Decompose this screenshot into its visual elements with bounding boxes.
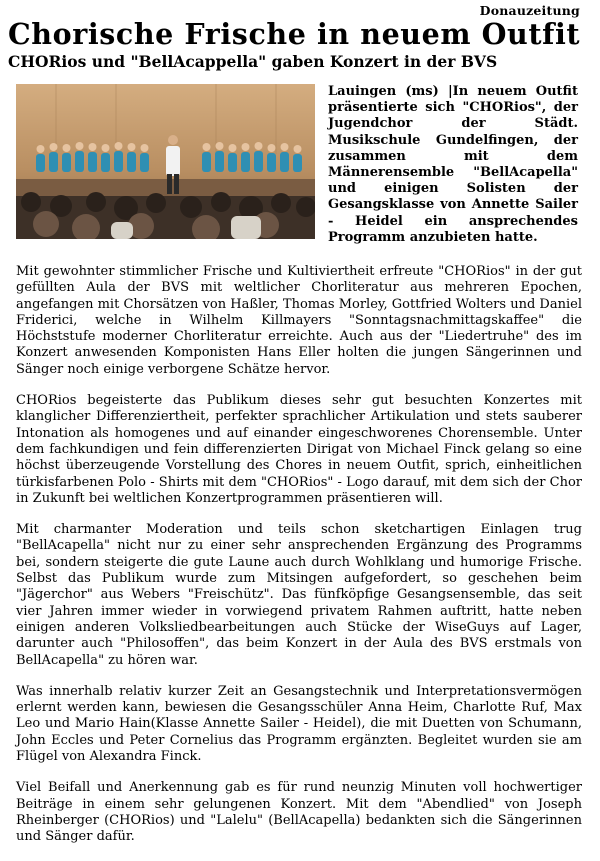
article-headline: Chorische Frische in neuem Outfit: [8, 17, 581, 51]
article-paragraph: CHORios begeisterte das Publikum dieses sehr gut besuchten Konzertes mit klanglicher Differenziertheit, perfekter sprachlicher Artikulation und stets sauberer Intonation als homogenes und auf einander eingeschworenes Chorensemble. Unter dem fachkundigen und fein differenzierten Dirigat von Michael Finck gelang so eine höchst überzeugende Vorstellung des Chores in neuem Outfit, sprich, einheitlichen türkisfarbenen Polo - Shirts mit dem "CHORios" - Logo darauf, mit dem sich der Chor in Zukunft bei weltlichen Konzertprogrammen präsentieren will.: [16, 393, 582, 506]
article-subheadline: CHORios und "BellAcappella" gaben Konzert in der BVS: [8, 52, 498, 71]
article-paragraph: Viel Beifall und Anerkennung gab es für rund neunzig Minuten voll hochwertiger Beiträge in einem sehr gelungenen Konzert. Mit dem "Abendlied" von Joseph Rheinberger (CHORios) und "Lalelu" (BellAcapella) bedankten sich die Sängerinnen und Sänger dafür.: [16, 780, 582, 845]
article-paragraph: Mit charmanter Moderation und teils schon sketchartigen Einlagen trug "BellAcapella" nicht nur zu einer sehr ansprechenden Ergänzung des Programms bei, sondern steigerte die gute Laune auch durch Wohlklang und humorige Frische. Selbst das Publikum wurde zum Mitsingen aufgefordert, so geschehen beim "Jägerchor" aus Webers "Freischütz". Das fünfköpfige Gesangsensemble, das seit vier Jahren immer wieder in vorwiegend privatem Rahmen auftritt, hatte neben einigen anderen Volksliedbearbeitungen auch Stücke der WiseGuys auf Lager, darunter auch "Philosoffen", das beim Konzert in der Aula des BVS erstmals von BellAcapella" zu hören war.: [16, 522, 582, 668]
choir-photo: [16, 84, 315, 239]
article-paragraph: Was innerhalb relativ kurzer Zeit an Gesangstechnik und Interpretationsvermögen erlernt werden kann, bewiesen die Gesangsschüler Anna Heim, Charlotte Ruf, Max Leo und Mario Hain(Klasse Annette Sailer - Heidel), die mit Duetten von Schumann, John Eccles und Peter Cornelius das Programm ergänzten. Begleitet wurden sie am Flügel von Alexandra Finck.: [16, 683, 582, 765]
choir-photo-illustration: [16, 84, 315, 239]
article-lead: Lauingen (ms) |In neuem Outfit präsentierte sich "CHORios", der Jugendchor der Städt. Musikschule Gundelfingen, der zusammen mit dem Männerensemble "BellAcapella" und einigen Solisten der Gesangsklasse von Annette Sailer - Heidel ein ansprechendes Programm anzubieten hatte.: [328, 84, 578, 245]
article-paragraph: Mit gewohnter stimmlicher Frische und Kultiviertheit erfreute "CHORios" in der gut gefüllten Aula der BVS mit weltlicher Chorliteratur aus mehreren Epochen, angefangen mit Chorsätzen von Haßler, Thomas Morley, Gottfried Wolters und Daniel Friderici, welche in Wilhelm Killmayers "Sonntagsnachmittagskaffee" die Höchststufe moderner Chorliteratur erreichte. Auch aus der "Liedertruhe" des im Konzert anwesenden Komponisten Hans Eller holten die jungen Sängerinnen und Sänger noch einige verborgene Schätze hervor.: [16, 264, 582, 377]
article-body: [16, 264, 582, 861]
newspaper-source: Donauzeitung: [479, 3, 580, 18]
